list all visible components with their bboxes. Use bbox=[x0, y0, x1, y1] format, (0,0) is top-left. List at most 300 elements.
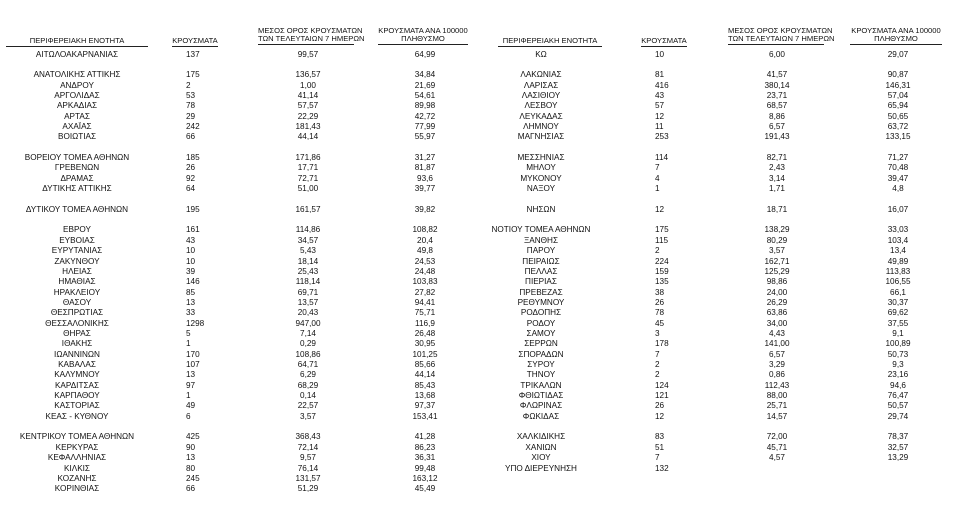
cases-cell: 11 bbox=[655, 121, 664, 131]
avg-cell: 72,14 bbox=[297, 442, 319, 452]
cases-cell: 1 bbox=[655, 184, 660, 194]
region-name-cell: ΜΕΣΣΗΝΙΑΣ bbox=[517, 153, 565, 162]
cases-cell: 10 bbox=[186, 246, 196, 256]
header-per-line1: ΚΡΟΥΣΜΑΤΑ ΑΝΑ 100000 bbox=[378, 26, 468, 35]
per-capita-cell: 9,3 bbox=[892, 360, 904, 369]
avg-cell: 3,57 bbox=[300, 411, 316, 421]
cases-cell: 57 bbox=[655, 101, 665, 111]
per-capita-cell: 113,83 bbox=[885, 266, 911, 276]
cases-cell: 26 bbox=[186, 163, 196, 173]
cases-cell: 253 bbox=[655, 132, 669, 142]
per-capita-cell: 29,07 bbox=[887, 49, 909, 59]
cases-cell: 66 bbox=[186, 484, 196, 494]
cases-cell: 64 bbox=[186, 184, 196, 194]
region-name-cell: ΚΟΖΑΝΗΣ bbox=[57, 473, 97, 483]
cases-cell: 83 bbox=[655, 432, 665, 442]
per-capita-cell: 13,68 bbox=[414, 391, 436, 401]
per-capita-cell: 78,37 bbox=[887, 432, 909, 442]
per-capita-cell: 97,37 bbox=[414, 401, 436, 411]
per-capita-cell: 55,97 bbox=[414, 132, 436, 142]
cases-cell: 6 bbox=[186, 411, 191, 421]
cases-cell: 124 bbox=[655, 380, 669, 390]
avg-cell: 18,14 bbox=[297, 256, 319, 266]
per-capita-cell: 63,72 bbox=[887, 121, 909, 131]
region-name-cell: ΧΑΝΙΩΝ bbox=[525, 442, 557, 452]
region-name-cell: ΥΠΟ ΔΙΕΡΕΥΝΗΣΗ bbox=[505, 463, 577, 473]
header-avg-line2: ΤΩΝ ΤΕΛΕΥΤΑΙΩΝ 7 ΗΜΕΡΩΝ bbox=[258, 34, 365, 43]
region-name-cell: ΚΑΒΑΛΑΣ bbox=[58, 360, 96, 369]
per-capita-cell: 69,62 bbox=[887, 308, 909, 318]
avg-cell: 72,00 bbox=[766, 432, 788, 442]
per-capita-cell: 89,98 bbox=[414, 101, 436, 111]
region-name-cell: ΦΩΚΙΔΑΣ bbox=[522, 411, 560, 421]
avg-cell: 25,43 bbox=[297, 266, 319, 276]
avg-cell: 9,57 bbox=[300, 453, 316, 463]
header-per-line2: ΠΛΗΘΥΣΜΟ bbox=[874, 34, 918, 43]
region-name-cell: ΕΥΒΟΙΑΣ bbox=[59, 235, 95, 245]
avg-cell: 368,43 bbox=[295, 432, 321, 442]
region-name-cell: ΡΟΔΟΠΗΣ bbox=[520, 308, 562, 318]
avg-cell: 80,29 bbox=[766, 235, 788, 245]
avg-cell: 98,86 bbox=[766, 277, 788, 287]
region-name-cell: ΝΑΞΟΥ bbox=[526, 184, 556, 194]
per-capita-cell: 108,82 bbox=[412, 225, 438, 235]
avg-cell: 72,71 bbox=[297, 173, 319, 183]
cases-cell: 7 bbox=[655, 453, 660, 463]
per-capita-cell: 27,82 bbox=[414, 287, 436, 297]
per-capita-cell: 24,53 bbox=[414, 256, 436, 266]
avg-cell: 1,00 bbox=[300, 80, 316, 90]
cases-cell: 13 bbox=[186, 453, 196, 463]
avg-cell: 131,57 bbox=[295, 473, 321, 483]
cases-cell: 170 bbox=[186, 349, 200, 359]
region-name-cell: ΛΕΣΒΟΥ bbox=[524, 101, 558, 111]
region-name-cell: ΙΘΑΚΗΣ bbox=[61, 339, 93, 349]
per-capita-cell: 20,4 bbox=[417, 235, 433, 245]
avg-cell: 51,00 bbox=[297, 184, 319, 194]
per-capita-cell: 50,73 bbox=[887, 349, 909, 359]
cases-cell: 115 bbox=[655, 235, 669, 245]
region-name-cell: ΛΑΣΙΘΙΟΥ bbox=[521, 90, 561, 100]
avg-cell: 88,00 bbox=[766, 391, 788, 401]
cases-cell: 416 bbox=[655, 80, 669, 90]
header-per-line2: ΠΛΗΘΥΣΜΟ bbox=[401, 34, 445, 43]
header-region-right: ΠΕΡΙΦΕΡΕΙΑΚΗ ΕΝΟΤΗΤΑ bbox=[498, 37, 602, 47]
header-avg-line1: ΜΕΣΟΣ ΟΡΟΣ ΚΡΟΥΣΜΑΤΩΝ bbox=[258, 26, 363, 35]
per-capita-cell: 99,48 bbox=[414, 463, 436, 473]
region-name-cell: ΞΑΝΘΗΣ bbox=[523, 235, 559, 245]
per-capita-cell: 163,12 bbox=[412, 473, 438, 483]
region-name-cell: ΖΑΚΥΝΘΟΥ bbox=[54, 256, 100, 266]
avg-cell: 41,57 bbox=[766, 70, 788, 80]
avg-cell: 34,00 bbox=[766, 318, 788, 328]
cases-cell: 53 bbox=[186, 90, 196, 100]
cases-cell: 2 bbox=[655, 370, 660, 380]
region-name-cell: ΘΗΡΑΣ bbox=[63, 328, 91, 338]
header-per-right bbox=[850, 27, 942, 45]
region-name-cell: ΚΕΝΤΡΙΚΟΥ ΤΟΜΕΑ ΑΘΗΝΩΝ bbox=[19, 432, 135, 442]
cases-cell: 121 bbox=[655, 391, 669, 401]
per-capita-cell: 50,57 bbox=[887, 401, 909, 411]
region-name-cell: ΠΕΛΛΑΣ bbox=[524, 266, 558, 276]
cases-cell: 29 bbox=[186, 111, 196, 121]
region-name-cell: ΙΩΑΝΝΙΝΩΝ bbox=[54, 349, 100, 359]
avg-cell: 18,71 bbox=[766, 204, 788, 214]
header-cases-right: ΚΡΟΥΣΜΑΤΑ bbox=[641, 36, 687, 45]
per-capita-cell: 42,72 bbox=[414, 111, 436, 121]
avg-cell: 0,29 bbox=[300, 339, 316, 349]
region-name-cell: ΝΟΤΙΟΥ ΤΟΜΕΑ ΑΘΗΝΩΝ bbox=[491, 225, 591, 235]
cases-cell: 78 bbox=[186, 101, 196, 111]
region-name-cell: ΚΑΡΠΑΘΟΥ bbox=[54, 391, 100, 401]
avg-cell: 82,71 bbox=[766, 153, 788, 162]
region-name-cell: ΑΝΑΤΟΛΙΚΗΣ ΑΤΤΙΚΗΣ bbox=[33, 70, 121, 80]
region-name-cell: ΚΩ bbox=[535, 49, 547, 59]
avg-cell: 108,86 bbox=[295, 349, 321, 359]
avg-cell: 4,43 bbox=[769, 328, 785, 338]
cases-cell: 97 bbox=[186, 380, 196, 390]
region-name-cell: ΠΙΕΡΙΑΣ bbox=[525, 277, 557, 287]
region-name-cell: ΗΛΕΙΑΣ bbox=[62, 266, 92, 276]
per-capita-cell: 44,14 bbox=[414, 370, 436, 380]
avg-cell: 76,14 bbox=[297, 463, 319, 473]
cases-cell: 135 bbox=[655, 277, 669, 287]
avg-cell: 141,00 bbox=[764, 339, 790, 349]
avg-cell: 138,29 bbox=[764, 225, 790, 235]
avg-cell: 181,43 bbox=[295, 121, 321, 131]
per-capita-cell: 54,61 bbox=[414, 90, 436, 100]
header-per-line1: ΚΡΟΥΣΜΑΤΑ ΑΝΑ 100000 bbox=[851, 26, 941, 35]
avg-cell: 6,57 bbox=[769, 349, 785, 359]
region-name-cell: ΤΗΝΟΥ bbox=[526, 370, 556, 380]
avg-cell: 8,86 bbox=[769, 111, 785, 121]
cases-cell: 242 bbox=[186, 121, 200, 131]
region-name-cell: ΜΗΛΟΥ bbox=[526, 163, 556, 173]
avg-cell: 947,00 bbox=[295, 318, 321, 328]
region-name-cell: ΝΗΣΩΝ bbox=[526, 204, 556, 214]
region-name-cell: ΘΑΣΟΥ bbox=[62, 297, 92, 307]
region-name-cell: ΗΡΑΚΛΕΙΟΥ bbox=[53, 287, 101, 297]
cases-cell: 175 bbox=[186, 70, 200, 80]
per-capita-cell: 31,27 bbox=[414, 153, 436, 162]
header-avg-line1: ΜΕΣΟΣ ΟΡΟΣ ΚΡΟΥΣΜΑΤΩΝ bbox=[728, 26, 833, 35]
per-capita-cell: 45,49 bbox=[414, 484, 436, 494]
region-name-cell: ΧΑΛΚΙΔΙΚΗΣ bbox=[516, 432, 566, 442]
per-capita-cell: 103,4 bbox=[887, 235, 909, 245]
header-avg-right bbox=[728, 26, 835, 45]
per-capita-cell: 66,1 bbox=[890, 287, 906, 297]
region-name-cell: ΦΘΙΩΤΙΔΑΣ bbox=[518, 391, 564, 401]
cases-cell: 33 bbox=[186, 308, 196, 318]
per-capita-cell: 93,6 bbox=[417, 173, 433, 183]
per-capita-cell: 85,66 bbox=[414, 360, 436, 369]
region-name-cell: ΕΥΡΥΤΑΝΙΑΣ bbox=[51, 246, 103, 256]
region-name-cell: ΗΜΑΘΙΑΣ bbox=[58, 277, 96, 287]
avg-cell: 51,29 bbox=[297, 484, 319, 494]
region-name-cell: ΚΟΡΙΝΘΙΑΣ bbox=[54, 484, 100, 494]
avg-cell: 5,43 bbox=[300, 246, 316, 256]
per-capita-cell: 86,23 bbox=[414, 442, 436, 452]
per-capita-cell: 103,83 bbox=[412, 277, 438, 287]
cases-cell: 2 bbox=[186, 80, 191, 90]
per-capita-cell: 24,48 bbox=[414, 266, 436, 276]
avg-cell: 162,71 bbox=[764, 256, 790, 266]
avg-cell: 114,86 bbox=[295, 225, 321, 235]
cases-cell: 185 bbox=[186, 153, 200, 162]
avg-cell: 23,71 bbox=[766, 90, 788, 100]
per-capita-cell: 106,55 bbox=[885, 277, 911, 287]
region-name-cell: ΜΥΚΟΝΟΥ bbox=[520, 173, 562, 183]
cases-cell: 43 bbox=[655, 90, 665, 100]
cases-cell: 45 bbox=[655, 318, 665, 328]
cases-cell: 4 bbox=[655, 173, 660, 183]
cases-cell: 159 bbox=[655, 266, 669, 276]
region-name-cell: ΡΟΔΟΥ bbox=[526, 318, 556, 328]
per-capita-cell: 81,87 bbox=[414, 163, 436, 173]
avg-cell: 34,57 bbox=[297, 235, 319, 245]
per-capita-cell: 90,87 bbox=[887, 70, 909, 80]
region-name-cell: ΡΕΘΥΜΝΟΥ bbox=[517, 297, 565, 307]
avg-cell: 6,29 bbox=[300, 370, 316, 380]
per-capita-cell: 65,94 bbox=[887, 101, 909, 111]
avg-cell: 69,71 bbox=[297, 287, 319, 297]
cases-cell: 175 bbox=[655, 225, 669, 235]
region-name-cell: ΚΕΡΚΥΡΑΣ bbox=[55, 442, 99, 452]
avg-cell: 6,57 bbox=[769, 121, 785, 131]
cases-cell: 161 bbox=[186, 225, 200, 235]
avg-cell: 24,00 bbox=[766, 287, 788, 297]
avg-cell: 57,57 bbox=[297, 101, 319, 111]
region-name-cell: ΜΑΓΝΗΣΙΑΣ bbox=[517, 132, 565, 142]
cases-cell: 92 bbox=[186, 173, 196, 183]
cases-cell: 5 bbox=[186, 328, 191, 338]
cases-cell: 66 bbox=[186, 132, 196, 142]
avg-cell: 3,29 bbox=[769, 360, 785, 369]
cases-cell: 13 bbox=[186, 370, 196, 380]
avg-cell: 26,29 bbox=[766, 297, 788, 307]
region-name-cell: ΚΑΣΤΟΡΙΑΣ bbox=[54, 401, 100, 411]
cases-cell: 26 bbox=[655, 401, 665, 411]
cases-cell: 2 bbox=[655, 246, 660, 256]
region-name-cell: ΔΡΑΜΑΣ bbox=[60, 173, 94, 183]
cases-cell: 137 bbox=[186, 49, 200, 59]
per-capita-cell: 146,31 bbox=[885, 80, 911, 90]
cases-cell: 10 bbox=[186, 256, 196, 266]
avg-cell: 0,14 bbox=[300, 391, 316, 401]
region-name-cell: ΓΡΕΒΕΝΩΝ bbox=[54, 163, 100, 173]
cases-cell: 7 bbox=[655, 163, 660, 173]
per-capita-cell: 32,57 bbox=[887, 442, 909, 452]
per-capita-cell: 70,48 bbox=[887, 163, 909, 173]
per-capita-cell: 75,71 bbox=[414, 308, 436, 318]
region-name-cell: ΣΑΜΟΥ bbox=[526, 328, 556, 338]
per-capita-cell: 94,6 bbox=[890, 380, 906, 390]
header-avg-line2: ΤΩΝ ΤΕΛΕΥΤΑΙΩΝ 7 ΗΜΕΡΩΝ bbox=[728, 34, 835, 43]
header-avg-left bbox=[258, 26, 365, 45]
avg-cell: 99,57 bbox=[297, 49, 319, 59]
avg-cell: 20,43 bbox=[297, 308, 319, 318]
avg-cell: 14,57 bbox=[766, 411, 788, 421]
per-capita-cell: 133,15 bbox=[885, 132, 911, 142]
per-capita-cell: 37,55 bbox=[887, 318, 909, 328]
avg-cell: 0,86 bbox=[769, 370, 785, 380]
cases-cell: 78 bbox=[655, 308, 665, 318]
per-capita-cell: 49,8 bbox=[417, 246, 433, 256]
per-capita-cell: 13,29 bbox=[887, 453, 909, 463]
per-capita-cell: 36,31 bbox=[414, 453, 436, 463]
avg-cell: 125,29 bbox=[764, 266, 790, 276]
per-capita-cell: 29,74 bbox=[887, 411, 909, 421]
per-capita-cell: 23,16 bbox=[887, 370, 909, 380]
avg-cell: 44,14 bbox=[297, 132, 319, 142]
cases-cell: 425 bbox=[186, 432, 200, 442]
cases-cell: 1 bbox=[186, 391, 191, 401]
avg-cell: 118,14 bbox=[295, 277, 321, 287]
per-capita-cell: 64,99 bbox=[414, 49, 436, 59]
per-capita-cell: 26,48 bbox=[414, 328, 436, 338]
avg-cell: 161,57 bbox=[295, 204, 321, 214]
per-capita-cell: 30,37 bbox=[887, 297, 909, 307]
region-name-cell: ΑΙΤΩΛΟΑΚΑΡΝΑΝΙΑΣ bbox=[35, 49, 119, 59]
avg-cell: 1,71 bbox=[769, 184, 785, 194]
avg-cell: 3,14 bbox=[769, 173, 785, 183]
avg-cell: 41,14 bbox=[297, 90, 319, 100]
per-capita-cell: 101,25 bbox=[412, 349, 438, 359]
per-capita-cell: 39,47 bbox=[887, 173, 909, 183]
region-name-cell: ΚΕΦΑΛΛΗΝΙΑΣ bbox=[47, 453, 107, 463]
per-capita-cell: 16,07 bbox=[887, 204, 909, 214]
per-capita-cell: 94,41 bbox=[414, 297, 436, 307]
avg-cell: 7,14 bbox=[300, 328, 316, 338]
cases-cell: 51 bbox=[655, 442, 665, 452]
avg-cell: 63,86 bbox=[766, 308, 788, 318]
region-name-cell: ΛΗΜΝΟΥ bbox=[523, 121, 559, 131]
cases-cell: 1298 bbox=[186, 318, 205, 328]
avg-cell: 17,71 bbox=[297, 163, 319, 173]
region-name-cell: ΧΙΟΥ bbox=[531, 453, 551, 463]
region-name-cell: ΑΧΑΪΑΣ bbox=[62, 121, 92, 131]
cases-cell: 3 bbox=[655, 328, 660, 338]
per-capita-cell: 21,69 bbox=[414, 80, 436, 90]
per-capita-cell: 153,41 bbox=[412, 411, 438, 421]
header-region-left: ΠΕΡΙΦΕΡΕΙΑΚΗ ΕΝΟΤΗΤΑ bbox=[6, 37, 148, 47]
per-capita-cell: 39,82 bbox=[414, 204, 436, 214]
avg-cell: 68,57 bbox=[766, 101, 788, 111]
region-name-cell: ΣΠΟΡΑΔΩΝ bbox=[518, 349, 564, 359]
region-name-cell: ΑΡΚΑΔΙΑΣ bbox=[56, 101, 98, 111]
cases-cell: 2 bbox=[655, 360, 660, 369]
region-name-cell: ΠΑΡΟΥ bbox=[526, 246, 556, 256]
cases-cell: 224 bbox=[655, 256, 669, 266]
per-capita-cell: 100,89 bbox=[885, 339, 911, 349]
region-name-cell: ΣΥΡΟΥ bbox=[527, 360, 555, 369]
per-capita-cell: 71,27 bbox=[887, 153, 909, 162]
avg-cell: 25,71 bbox=[766, 401, 788, 411]
per-capita-cell: 50,65 bbox=[887, 111, 909, 121]
region-name-cell: ΔΥΤΙΚΗΣ ΑΤΤΙΚΗΣ bbox=[42, 184, 112, 194]
cases-cell: 38 bbox=[655, 287, 665, 297]
header-per-left bbox=[378, 27, 468, 45]
avg-cell: 6,00 bbox=[769, 49, 785, 59]
cases-cell: 146 bbox=[186, 277, 200, 287]
avg-cell: 64,71 bbox=[297, 360, 319, 369]
avg-cell: 45,71 bbox=[766, 442, 788, 452]
per-capita-cell: 49,89 bbox=[887, 256, 909, 266]
region-name-cell: ΚΑΡΔΙΤΣΑΣ bbox=[54, 380, 100, 390]
cases-cell: 107 bbox=[186, 360, 200, 369]
cases-cell: 178 bbox=[655, 339, 669, 349]
per-capita-cell: 116,9 bbox=[415, 318, 435, 328]
region-name-cell: ΚΑΛΥΜΝΟΥ bbox=[54, 370, 100, 380]
region-name-cell: ΕΒΡΟΥ bbox=[63, 225, 91, 235]
avg-cell: 171,86 bbox=[295, 153, 321, 162]
region-name-cell: ΛΕΥΚΑΔΑΣ bbox=[519, 111, 563, 121]
per-capita-cell: 30,95 bbox=[414, 339, 436, 349]
region-name-cell: ΠΕΙΡΑΙΩΣ bbox=[522, 256, 560, 266]
cases-cell: 43 bbox=[186, 235, 196, 245]
region-name-cell: ΑΡΤΑΣ bbox=[64, 111, 90, 121]
avg-cell: 380,14 bbox=[764, 80, 790, 90]
region-name-cell: ΘΕΣΠΡΩΤΙΑΣ bbox=[50, 308, 104, 318]
per-capita-cell: 41,28 bbox=[414, 432, 436, 442]
per-capita-cell: 33,03 bbox=[887, 225, 909, 235]
region-name-cell: ΣΕΡΡΩΝ bbox=[524, 339, 558, 349]
avg-cell: 112,43 bbox=[764, 380, 790, 390]
per-capita-cell: 9,1 bbox=[892, 328, 904, 338]
region-name-cell: ΑΝΔΡΟΥ bbox=[60, 80, 94, 90]
avg-cell: 22,29 bbox=[297, 111, 319, 121]
per-capita-cell: 4,8 bbox=[892, 184, 904, 194]
cases-cell: 1 bbox=[186, 339, 191, 349]
cases-cell: 39 bbox=[186, 266, 196, 276]
per-capita-cell: 39,77 bbox=[414, 184, 436, 194]
region-name-cell: ΚΕΑΣ - ΚΥΘΝΟΥ bbox=[45, 411, 109, 421]
region-name-cell: ΑΡΓΟΛΙΔΑΣ bbox=[54, 90, 100, 100]
cases-cell: 10 bbox=[655, 49, 665, 59]
avg-cell: 4,57 bbox=[769, 453, 785, 463]
per-capita-cell: 34,84 bbox=[414, 70, 436, 80]
region-name-cell: ΛΑΚΩΝΙΑΣ bbox=[520, 70, 562, 80]
cases-cell: 26 bbox=[655, 297, 665, 307]
cases-cell: 90 bbox=[186, 442, 196, 452]
region-name-cell: ΒΟΙΩΤΙΑΣ bbox=[57, 132, 97, 142]
region-name-cell: ΤΡΙΚΑΛΩΝ bbox=[520, 380, 562, 390]
region-name-cell: ΚΙΛΚΙΣ bbox=[63, 463, 90, 473]
per-capita-cell: 85,43 bbox=[414, 380, 436, 390]
per-capita-cell: 76,47 bbox=[887, 391, 909, 401]
cases-cell: 85 bbox=[186, 287, 196, 297]
per-capita-cell: 77,99 bbox=[414, 121, 436, 131]
avg-cell: 191,43 bbox=[764, 132, 790, 142]
avg-cell: 2,43 bbox=[769, 163, 785, 173]
avg-cell: 136,57 bbox=[295, 70, 321, 80]
avg-cell: 3,57 bbox=[769, 246, 785, 256]
cases-cell: 7 bbox=[655, 349, 660, 359]
region-name-cell: ΒΟΡΕΙΟΥ ΤΟΜΕΑ ΑΘΗΝΩΝ bbox=[24, 153, 130, 162]
cases-cell: 81 bbox=[655, 70, 665, 80]
avg-cell: 68,29 bbox=[297, 380, 319, 390]
cases-cell: 195 bbox=[186, 204, 200, 214]
region-name-cell: ΦΛΩΡΙΝΑΣ bbox=[519, 401, 563, 411]
per-capita-cell: 57,04 bbox=[887, 90, 909, 100]
region-name-cell: ΔΥΤΙΚΟΥ ΤΟΜΕΑ ΑΘΗΝΩΝ bbox=[25, 204, 129, 214]
avg-cell: 13,57 bbox=[297, 297, 319, 307]
cases-cell: 49 bbox=[186, 401, 196, 411]
cases-cell: 12 bbox=[655, 411, 665, 421]
region-name-cell: ΠΡΕΒΕΖΑΣ bbox=[519, 287, 563, 297]
cases-cell: 245 bbox=[186, 473, 200, 483]
per-capita-cell: 13,4 bbox=[890, 246, 906, 256]
